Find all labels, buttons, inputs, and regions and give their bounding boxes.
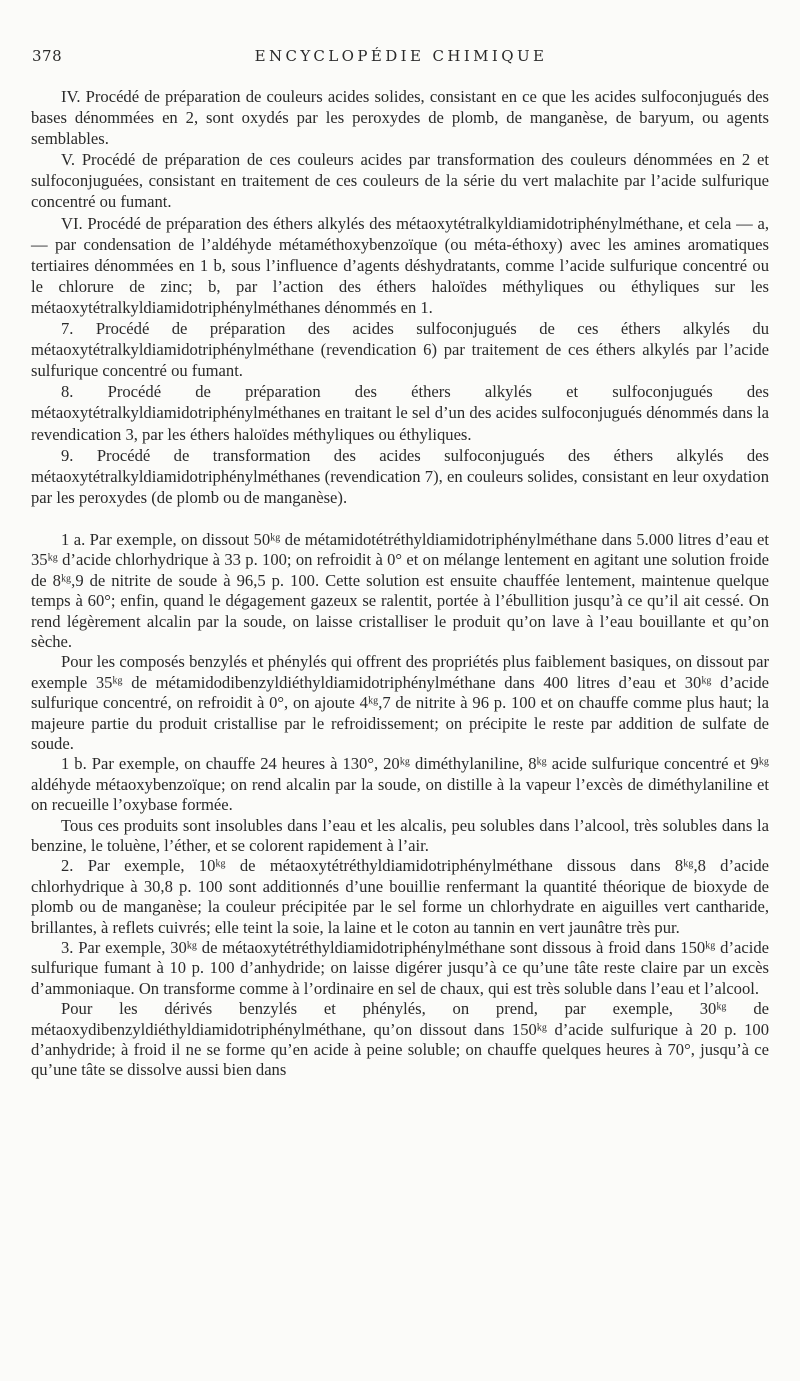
claim-paragraph: 7. Procédé de préparation des acides sulfoconjugués de ces éthers alkylés du métaoxytétralkyldiamidotriphénylméthane (revendication 6) par traitement de ces éthers alkylés par l’acide sulfurique concentré ou fumant. [31,319,769,381]
section-gap [31,508,769,530]
page-body [31,86,769,1081]
claim-paragraph: V. Procédé de préparation de ces couleurs acides par transformation des couleurs dénommées en 2 et sulfoconjuguées, consistant en traitement de ces couleurs de la série du vert malachite par l’acide sulfurique concentré ou fumant. [31,150,769,212]
page-header [32,47,770,71]
example-paragraph: 3. Par exemple, 30ᵏᵍ de métaoxytétréthyldiamidotriphénylméthane sont dissous à froid dans 150ᵏᵍ d’acide sulfurique fumant à 10 p. 100 d’anhydride; on laisse digérer jusqu’à ce qu’une tâte reste claire par un excès d’ammoniaque. On transforme comme à l’ordinaire en sel de chaux, qui est très soluble dans l’eau et l’alcool. [31,938,769,998]
example-paragraph: Pour les dérivés benzylés et phénylés, on prend, par exemple, 30ᵏᵍ de métaoxydibenzyldiéthyldiamidotriphénylméthane, qu’on dissout dans 150ᵏᵍ d’acide sulfurique à 20 p. 100 d’anhydride; à froid il ne se forme qu’en acide à peine soluble; on chauffe quelques heures à 70°, jusqu’à ce qu’une tâte se dissolve aussi bien dans [31,999,769,1080]
example-paragraph: 2. Par exemple, 10ᵏᵍ de métaoxytétréthyldiamidotriphénylméthane dissous dans 8ᵏᵍ,8 d’acide chlorhydrique à 30,8 p. 100 sont additionnés d’une bouillie renfermant la quantité théorique de bioxyde de plomb ou de manganèse; la couleur précipitée par le sel forme un chlorhydrate en aiguilles vert cantharide, brillantes, à reflets cuivrés; elle teint la soie, la laine et le coton au tannin en vert jaunâtre très pur. [31,856,769,937]
claim-paragraph: IV. Procédé de préparation de couleurs acides solides, consistant en ce que les acides sulfoconjugués des bases dénommées en 2, sont oxydés par les peroxydes de plomb, de manganèse, de baryum, ou agents semblables. [31,87,769,149]
example-paragraph: Tous ces produits sont insolubles dans l’eau et les alcalis, peu solubles dans l’alcool, très solubles dans la benzine, le toluène, l’éther, et se colorent rapidement à l’air. [31,815,769,855]
example-paragraph: 1 b. Par exemple, on chauffe 24 heures à 130°, 20ᵏᵍ diméthylaniline, 8ᵏᵍ acide sulfurique concentré et 9ᵏᵍ aldéhyde métaoxybenzoïque; on rend alcalin par la soude, on distille à la vapeur l’excès de diméthylaniline et on recueille l’oxybase formée. [31,754,769,815]
page-number: 378 [32,47,63,65]
examples-section [31,530,769,1081]
example-paragraph: Pour les composés benzylés et phénylés qui offrent des propriétés plus faiblement basiques, on dissout par exemple 35ᵏᵍ de métamidodibenzyldiéthyldiamidotriphénylméthane dans 400 litres d’eau et 30ᵏᵍ d’acide sulfurique concentré, on refroidit à 0°, on ajoute 4ᵏᵍ,7 de nitrite à 96 p. 100 et on chauffe comme plus haut; la majeure partie du produit cristallise par le refroidissement; on précipite le reste par addition de sulfate de soude. [31,652,769,753]
running-title: ENCYCLOPÉDIE CHIMIQUE [254,47,548,65]
claim-paragraph: 8. Procédé de préparation des éthers alkylés et sulfoconjugués des métaoxytétralkyldiamidotriphénylméthanes en traitant le sel d’un des acides sulfoconjugués dénommés dans la revendication 3, par les éthers haloïdes méthyliques ou éthyliques. [31,382,769,444]
claim-paragraph: 9. Procédé de transformation des acides sulfoconjugués des éthers alkylés des métaoxytétralkyldiamidotriphénylméthanes (revendication 7), en couleurs solides, consistant en leur oxydation par les peroxydes (de plomb ou de manganèse). [31,445,769,507]
claim-paragraph: VI. Procédé de préparation des éthers alkylés des métaoxytétralkyldiamidotriphénylméthane, et cela — a, — par condensation de l’aldéhyde métaméthoxybenzoïque (ou méta-éthoxy) avec les amines aromatiques tertiaires dénommées en 1 b, sous l’influence d’agents déshydratants, comme l’acide sulfurique concentré ou le chlorure de zinc; b, par l’action des éthers haloïdes méthyliques ou éthyliques sur les métaoxytétralkyldiamidotriphénylméthanes dénommés en 1. [31,213,769,317]
example-paragraph: 1 a. Par exemple, on dissout 50ᵏᵍ de métamidotétréthyldiamidotriphénylméthane dans 5.000 litres d’eau et 35ᵏᵍ d’acide chlorhydrique à 33 p. 100; on refroidit à 0° et on mélange lentement en agitant une solution froide de 8ᵏᵍ,9 de nitrite de soude à 96,5 p. 100. Cette solution est ensuite chauffée lentement, maintenue quelque temps à 60°; enfin, quand le dégagement gazeux se ralentit, portée à l’ébullition jusqu’à ce qu’il ait cessé. On rend légèrement alcalin par la soude, on laisse cristalliser le produit qu’on lave à l’eau bouillante et qu’on sèche. [31,529,769,651]
